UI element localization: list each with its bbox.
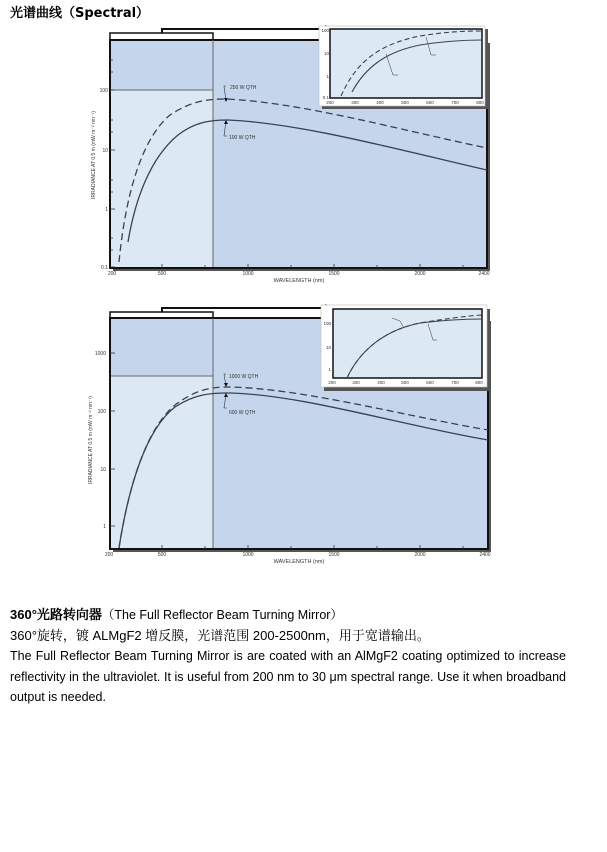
svg-text:1000: 1000 [242,552,254,558]
y-tick-label: 10 [102,148,108,154]
series-label-600w: 600 W QTH [229,410,256,416]
svg-text:400: 400 [377,380,385,385]
svg-text:10: 10 [323,51,329,56]
svg-text:IRRADIANCE AT 0.5 m (mW m⁻² nm: IRRADIANCE AT 0.5 m (mW m⁻² nm⁻¹) [88,396,94,484]
spectral-chart-1 [0,0,607,300]
svg-text:300: 300 [352,380,360,385]
svg-text:700: 700 [451,100,459,105]
svg-text:200: 200 [326,100,334,105]
svg-text:300: 300 [351,100,359,105]
y-tick-label: 0.1 [101,265,108,271]
y-tick-label: 100 [99,88,108,94]
svg-text:2400: 2400 [478,271,490,277]
svg-text:500: 500 [401,100,409,105]
page-title: 光谱曲线（Spectral） [10,6,150,21]
section-heading [10,604,343,623]
svg-text:0.1: 0.1 [322,95,329,100]
svg-text:800: 800 [476,100,484,105]
section-heading-en: （The Full Reflector Beam Turning Mirror） [101,608,343,622]
y-tick-label: 1 [105,207,108,213]
spectral-chart-2 [0,290,607,580]
svg-text:200: 200 [328,380,336,385]
svg-text:1: 1 [103,524,106,530]
svg-text:10: 10 [100,467,106,473]
series-label-1000w: 1000 W QTH [229,374,259,380]
svg-text:2000: 2000 [414,552,426,558]
svg-text:1: 1 [328,367,331,372]
description-en: The Full Reflector Beam Turning Mirror is are coated with an AlMgF2 coating optimized to increase reflectivity in the ultraviolet. It is useful from 200 nm to 30 μm spectral range. Use it when broadband output is needed. [10,649,566,704]
svg-text:600: 600 [426,100,434,105]
series-label-250w: 250 W QTH [230,85,257,91]
description-cn: 360°旋转，镀 ALMgF2 增反膜，光谱范围 200-2500nm，用于宽谱输出。 [10,628,430,643]
x-axis-label: WAVELENGTH (nm) [273,278,325,284]
svg-text:1000: 1000 [94,351,106,357]
svg-text:400: 400 [376,100,384,105]
y-axis-label: IRRADIANCE AT 0.5 m (mW m⁻² nm⁻¹) [91,111,97,199]
svg-text:100: 100 [321,28,329,33]
svg-text:500: 500 [157,271,167,277]
svg-text:100: 100 [97,409,106,415]
svg-text:500: 500 [401,380,409,385]
svg-text:2000: 2000 [414,271,426,277]
svg-text:500: 500 [157,552,167,558]
series-label-100w: 100 W QTH [229,135,256,141]
svg-text:200: 200 [104,552,114,558]
svg-text:800: 800 [475,380,483,385]
svg-text:200: 200 [107,271,117,277]
svg-text:100: 100 [323,321,331,326]
svg-text:1: 1 [326,74,329,79]
svg-text:2400: 2400 [479,552,491,558]
svg-text:1500: 1500 [328,271,340,277]
section-heading-cn: 360°光路转向器 [10,607,102,622]
svg-text:WAVELENGTH (nm): WAVELENGTH (nm) [273,559,325,565]
svg-text:10: 10 [325,345,331,350]
svg-text:1000: 1000 [242,271,254,277]
svg-text:700: 700 [451,380,459,385]
svg-text:1500: 1500 [328,552,340,558]
svg-text:600: 600 [426,380,434,385]
